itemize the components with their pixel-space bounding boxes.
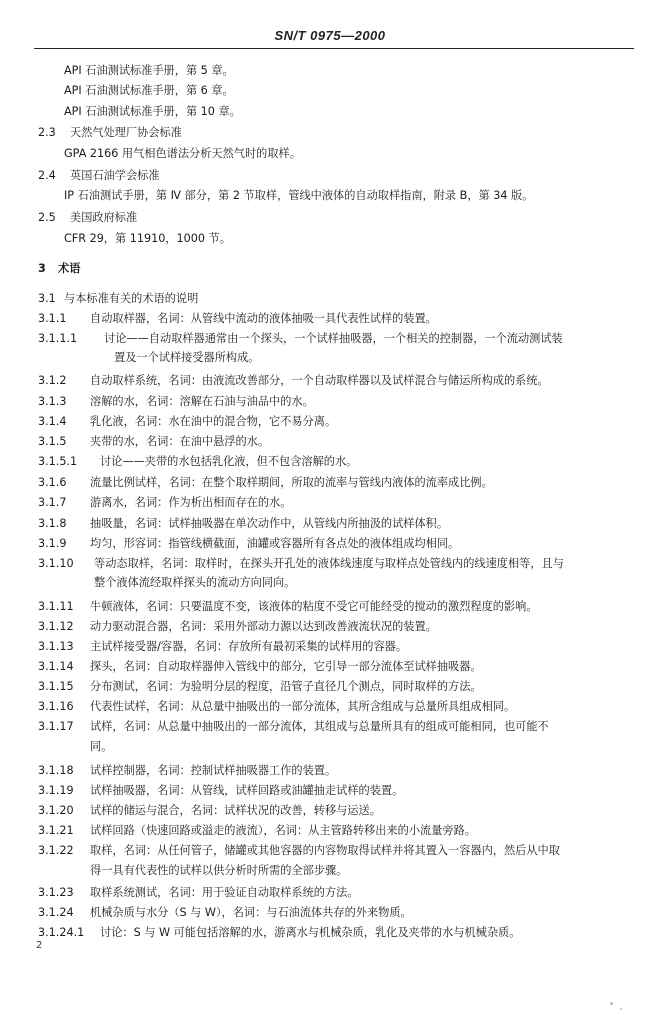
term-number: 3.1.5 [38,435,67,448]
reference-text: API 石油测试标准手册，第 5 章。 [64,64,234,77]
reference-text: API 石油测试标准手册，第 10 章。 [64,105,241,118]
term-text: 乳化液，名词：水在油中的混合物，它不易分离。 [90,415,337,428]
term-text: 溶解的水，名词：溶解在石油与油品中的水。 [90,395,314,408]
term-text: 讨论——夹带的水包括乳化液，但不包含溶解的水。 [100,455,358,468]
term-text: 流量比例试样，名词：在整个取样期间，所取的流率与管线内液体的流率成比例。 [90,476,493,489]
term-number: 3.1.20 [38,804,74,817]
section-title: 美国政府标准 [70,211,138,224]
term-continuation-text: 整个液体流经取样探头的流动方向同向。 [94,576,296,589]
term-text: 牛顿液体，名词：只要温度不变，该液体的粘度不受它可能经受的搅动的激烈程度的影响。 [90,600,538,613]
term-number: 3.1.16 [38,700,74,713]
standard-code-header: SN/T 0975—2000 [274,28,386,43]
chapter-title: 术语 [58,262,81,275]
term-number: 3.1.10 [38,557,74,570]
term-number: 3.1.13 [38,640,74,653]
term-number: 3.1.5.1 [38,455,78,468]
term-text: 试样，名词：从总量中抽吸出的一部分流体，其组成与总量所具有的组成可能相同，也可能不 [90,720,549,733]
term-number: 3.1 [38,292,56,305]
term-text: 试样控制器，名词：控制试样抽吸器工作的装置。 [90,764,337,777]
term-text: 讨论——自动取样器通常由一个探头，一个试样抽吸器，一个相关的控制器，一个流动测试装 [104,332,563,345]
term-number: 3.1.22 [38,844,74,857]
section-number: 2.5 [38,211,56,224]
term-number: 3.1.12 [38,620,74,633]
term-text: 等动态取样，名词：取样时，在探头开孔处的液体线速度与取样点处管线内的线速度相等，且与 [94,557,564,570]
header-rule [34,48,634,49]
section-title: 英国石油学会标准 [70,169,160,182]
term-continuation-text: 置及一个试样接受器所构成。 [114,351,260,364]
page-number: 2 [36,940,43,951]
term-number: 3.1.21 [38,824,74,837]
scan-speck [610,1002,613,1005]
term-number: 3.1.23 [38,886,74,899]
term-text: 与本标准有关的术语的说明 [64,292,199,305]
term-text: 自动取样器，名词：从管线中流动的液体抽吸一具代表性试样的装置。 [90,312,437,325]
term-number: 3.1.3 [38,395,67,408]
term-number: 3.1.9 [38,537,67,550]
term-text: 取样系统测试，名词：用于验证自动取样系统的方法。 [90,886,359,899]
term-text: 均匀，形容词：指管线横截面，油罐或容器所有各点处的液体组成均相同。 [90,537,460,550]
term-number: 3.1.6 [38,476,67,489]
term-text: 动力驱动混合器，名词：采用外部动力源以达到改善液流状况的装置。 [90,620,437,633]
term-number: 3.1.19 [38,784,74,797]
term-number: 3.1.14 [38,660,74,673]
term-number: 3.1.17 [38,720,74,733]
reference-text: API 石油测试标准手册，第 6 章。 [64,84,234,97]
section-body-text: CFR 29，第 11910，1000 节。 [64,232,231,245]
term-number: 3.1.24.1 [38,926,85,939]
scan-speck [620,1008,622,1010]
term-number: 3.1.2 [38,374,67,387]
term-text: 讨论：S 与 W 可能包括溶解的水，游离水与机械杂质，乳化及夹带的水与机械杂质。 [100,926,521,939]
term-text: 游离水，名词：作为析出相而存在的水。 [90,496,292,509]
term-number: 3.1.15 [38,680,74,693]
term-text: 夹带的水，名词：在油中悬浮的水。 [90,435,270,448]
term-continuation-text: 得一具有代表性的试样以供分析时所需的全部步骤。 [90,864,348,877]
term-text: 自动取样系统，名词：由液流改善部分，一个自动取样器以及试样混合与储运所构成的系统。 [90,374,549,387]
term-number: 3.1.18 [38,764,74,777]
term-text: 试样回路（快速回路或溢走的液流），名词：从主管路转移出来的小流量旁路。 [90,824,476,837]
term-number: 3.1.11 [38,600,74,613]
chapter-number: 3 [38,262,46,275]
section-body-text: IP 石油测试手册，第 Ⅳ 部分，第 2 节取样，管线中液体的自动取样指南，附录 B，第 34 版。 [64,189,534,202]
term-number: 3.1.8 [38,517,67,530]
section-number: 2.3 [38,126,56,139]
term-text: 代表性试样，名词：从总量中抽吸出的一部分流体，其所含组成与总量所具组成相同。 [90,700,516,713]
section-number: 2.4 [38,169,56,182]
term-text: 试样的储运与混合，名词：试样状况的改善，转移与运送。 [90,804,381,817]
term-number: 3.1.1 [38,312,67,325]
term-number: 3.1.4 [38,415,67,428]
section-title: 天然气处理厂协会标准 [70,126,182,139]
term-number: 3.1.1.1 [38,332,78,345]
term-text: 主试样接受器/容器，名词：存放所有最初采集的试样用的容器。 [90,640,408,653]
term-continuation-text: 同。 [90,740,113,753]
term-text: 试样抽吸器，名词：从管线，试样回路或油罐抽走试样的装置。 [90,784,404,797]
term-text: 机械杂质与水分（S 与 W），名词：与石油流体共存的外来物质。 [90,906,412,919]
term-text: 分布测试，名词：为验明分层的程度，沿管子直径几个测点，同时取样的方法。 [90,680,482,693]
term-text: 探头，名词：自动取样器伸入管线中的部分，它引导一部分流体至试样抽吸器。 [90,660,482,673]
section-body-text: GPA 2166 用气相色谱法分析天然气时的取样。 [64,147,301,160]
term-number: 3.1.7 [38,496,67,509]
term-number: 3.1.24 [38,906,74,919]
term-text: 抽吸量，名词：试样抽吸器在单次动作中，从管线内所抽汲的试样体积。 [90,517,449,530]
term-text: 取样，名词：从任何管子，储罐或其他容器的内容物取得试样并将其置入一容器内，然后从中取 [90,844,560,857]
